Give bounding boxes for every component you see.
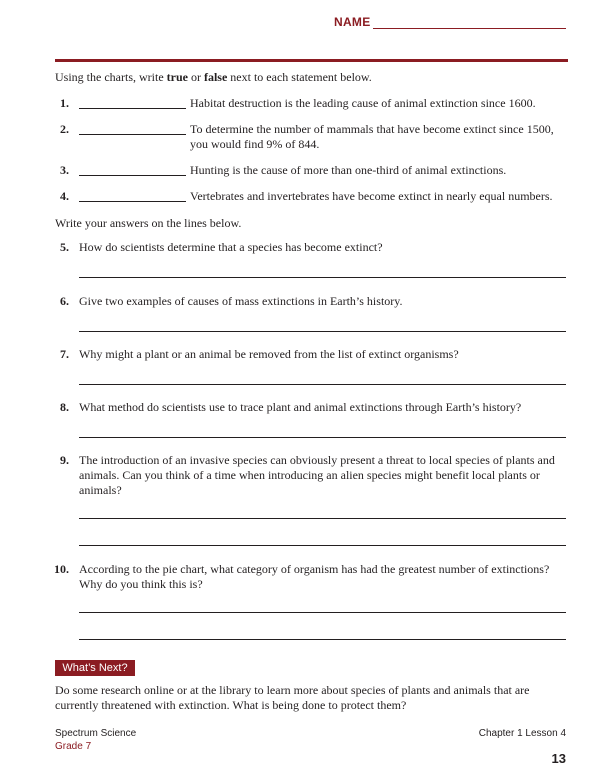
instructions-text: or bbox=[187, 70, 204, 84]
header-rule bbox=[55, 59, 568, 62]
statement-number: 1. bbox=[60, 96, 69, 110]
instructions-true-word: true bbox=[166, 70, 188, 84]
answer-line[interactable] bbox=[79, 545, 566, 546]
question-text: How do scientists determine that a species has become extinct? bbox=[79, 240, 383, 254]
statement-text: you would find 9% of 844. bbox=[190, 137, 320, 151]
statement-number: 2. bbox=[60, 122, 69, 136]
question-text: Give two examples of causes of mass extinctions in Earth’s history. bbox=[79, 294, 403, 308]
answer-line[interactable] bbox=[79, 437, 566, 438]
answer-line[interactable] bbox=[79, 518, 566, 519]
question-number: 7. bbox=[60, 347, 69, 361]
name-write-line[interactable] bbox=[373, 28, 566, 29]
footer-grade: Grade 7 bbox=[55, 741, 92, 752]
question-text: According to the pie chart, what category of organism has had the greatest number of extinctions? bbox=[79, 562, 550, 576]
answer-line[interactable] bbox=[79, 612, 566, 613]
question-text: Why do you think this is? bbox=[79, 577, 203, 591]
question-number: 8. bbox=[60, 400, 69, 414]
whats-next-text: currently threatened with extinction. What is being done to protect them? bbox=[55, 698, 407, 712]
page-number: 13 bbox=[551, 751, 566, 766]
question-text: The introduction of an invasive species can obviously present a threat to local species of plants and bbox=[79, 453, 555, 467]
written-answers-instructions: Write your answers on the lines below. bbox=[55, 216, 242, 230]
whats-next-badge: What’s Next? bbox=[55, 660, 135, 676]
true-false-answer-blank[interactable] bbox=[79, 201, 186, 202]
instructions-false-word: false bbox=[203, 70, 228, 84]
whats-next-text: Do some research online or at the library to learn more about species of plants and animals that are bbox=[55, 683, 530, 697]
answer-line[interactable] bbox=[79, 639, 566, 640]
statement-number: 4. bbox=[60, 189, 69, 203]
answer-line[interactable] bbox=[79, 384, 566, 385]
question-text: animals? bbox=[79, 483, 122, 497]
statement-text: Habitat destruction is the leading cause of animal extinction since 1600. bbox=[190, 96, 536, 110]
true-false-answer-blank[interactable] bbox=[79, 134, 186, 135]
statement-text: Vertebrates and invertebrates have become extinct in nearly equal numbers. bbox=[190, 189, 553, 203]
true-false-answer-blank[interactable] bbox=[79, 175, 186, 176]
question-text: Why might a plant or an animal be removed from the list of extinct organisms? bbox=[79, 347, 459, 361]
statement-number: 3. bbox=[60, 163, 69, 177]
footer-publisher: Spectrum Science bbox=[55, 728, 137, 739]
question-number: 6. bbox=[60, 294, 69, 308]
question-number: 5. bbox=[60, 240, 69, 254]
question-number: 9. bbox=[60, 453, 69, 467]
answer-line[interactable] bbox=[79, 277, 566, 278]
name-label: NAME bbox=[334, 15, 371, 29]
question-number: 10. bbox=[54, 562, 69, 576]
question-text: What method do scientists use to trace plant and animal extinctions through Earth’s history? bbox=[79, 400, 522, 414]
true-false-instructions bbox=[55, 70, 372, 85]
instructions-text: Using the charts, write bbox=[55, 70, 167, 84]
answer-line[interactable] bbox=[79, 331, 566, 332]
true-false-answer-blank[interactable] bbox=[79, 108, 186, 109]
footer-lesson: Chapter 1 Lesson 4 bbox=[478, 728, 566, 739]
question-text: animals. Can you think of a time when introducing an alien species might benefit local plants or bbox=[79, 468, 540, 482]
statement-text: Hunting is the cause of more than one-third of animal extinctions. bbox=[190, 163, 507, 177]
instructions-text: next to each statement below. bbox=[227, 70, 372, 84]
statement-text: To determine the number of mammals that have become extinct since 1500, bbox=[190, 122, 554, 136]
